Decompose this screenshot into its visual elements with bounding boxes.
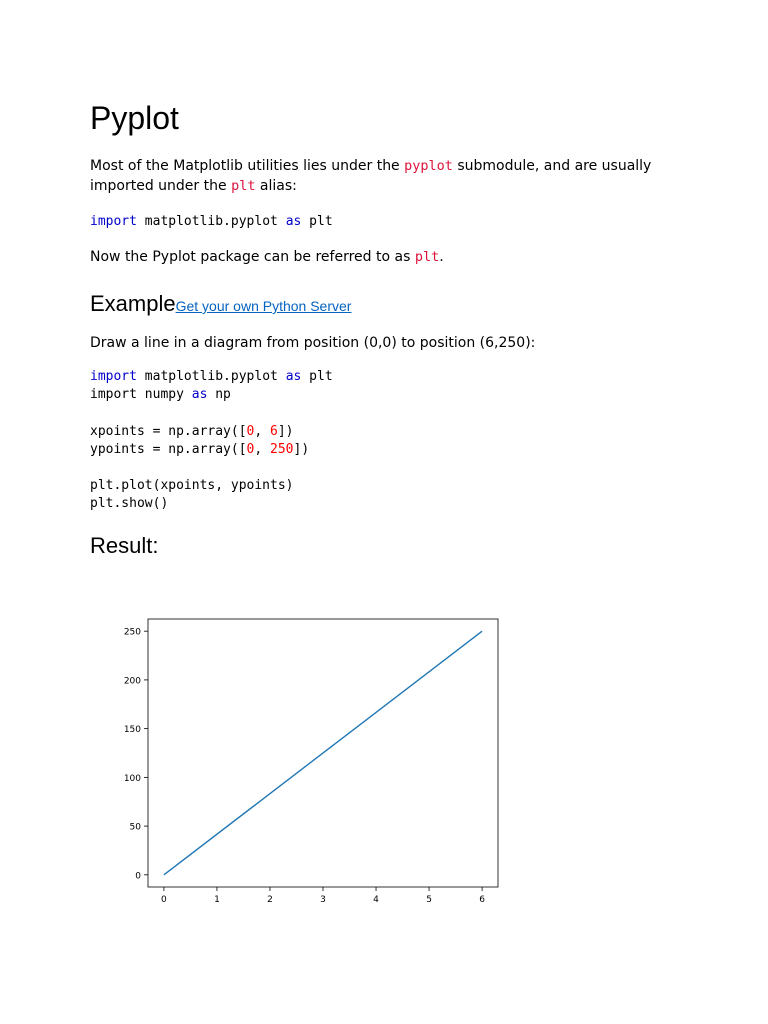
code-text: , xyxy=(254,441,271,457)
code-number: 0 xyxy=(246,423,255,439)
y-tick-label: 100 xyxy=(123,773,141,784)
refer-text-2: . xyxy=(439,249,444,265)
inline-code-plt: plt xyxy=(231,177,256,194)
code-number: 0 xyxy=(246,441,255,457)
example-title: Example xyxy=(90,291,176,316)
code-text: ypoints = np.array([ xyxy=(90,441,247,457)
x-tick-label: 0 xyxy=(161,895,167,905)
page-title: Pyplot xyxy=(90,100,179,136)
code-line-4 xyxy=(90,423,333,441)
code-alias: plt xyxy=(301,214,333,229)
code-keyword-as: as xyxy=(285,369,302,384)
y-tick-label: 0 xyxy=(135,871,141,882)
x-tick-label: 2 xyxy=(267,895,273,905)
plot-frame xyxy=(148,619,498,887)
series-line xyxy=(164,631,482,875)
inline-code-pyplot: pyplot xyxy=(404,158,453,174)
code-line-5 xyxy=(90,441,333,459)
refer-text-1: Now the Pyplot package can be referred to as xyxy=(90,249,415,265)
code-line-1 xyxy=(90,368,333,386)
y-tick-label: 250 xyxy=(123,627,141,638)
code-keyword-import: import xyxy=(90,369,137,384)
result-heading: Result: xyxy=(90,533,159,558)
intro-text-1: Most of the Matplotlib utilities lies under the xyxy=(90,158,405,174)
y-tick-label: 200 xyxy=(123,676,141,687)
code-line-7: plt.plot(xpoints, ypoints) xyxy=(90,478,294,494)
x-tick-label: 3 xyxy=(320,895,326,905)
code-keyword-as: as xyxy=(191,387,208,403)
x-tick-label: 5 xyxy=(426,895,432,905)
code-text: import numpy xyxy=(90,387,192,403)
code-text: plt xyxy=(301,369,333,384)
code-text: np xyxy=(207,387,231,403)
code-number: 6 xyxy=(270,423,278,439)
code-line-8: plt.show() xyxy=(90,496,169,512)
code-module: matplotlib.pyplot xyxy=(136,214,286,229)
python-server-link[interactable]: Get your own Python Server xyxy=(175,298,352,314)
code-text: xpoints = np.array([ xyxy=(90,423,247,439)
code-line-2 xyxy=(90,386,333,404)
intro-text-3: imported under the xyxy=(90,177,232,194)
code-keyword-import: import xyxy=(90,214,137,229)
refer-paragraph xyxy=(90,248,690,268)
code-line-blank xyxy=(90,404,333,422)
intro-text-2: submodule, and are usually xyxy=(452,158,652,174)
code-text: ]) xyxy=(293,441,310,457)
code-text: matplotlib.pyplot xyxy=(136,369,286,384)
y-tick-label: 50 xyxy=(129,822,141,833)
code-keyword-as: as xyxy=(285,214,302,229)
example-heading xyxy=(90,290,351,320)
intro-text-4: alias: xyxy=(255,177,297,194)
inline-code-plt-2: plt xyxy=(414,249,440,265)
x-tick-label: 1 xyxy=(214,895,220,905)
import-code-block xyxy=(90,213,333,231)
code-number: 250 xyxy=(270,441,294,457)
code-text: ]) xyxy=(277,423,294,439)
intro-paragraph xyxy=(90,157,690,196)
code-text: , xyxy=(254,423,271,439)
example-code-block xyxy=(90,368,333,514)
x-tick-label: 6 xyxy=(479,895,485,905)
y-tick-label: 150 xyxy=(123,725,141,736)
x-tick-label: 4 xyxy=(373,895,379,905)
code-line-blank xyxy=(90,459,333,477)
example-description: Draw a line in a diagram from position (0,0) to position (6,250): xyxy=(90,335,536,351)
